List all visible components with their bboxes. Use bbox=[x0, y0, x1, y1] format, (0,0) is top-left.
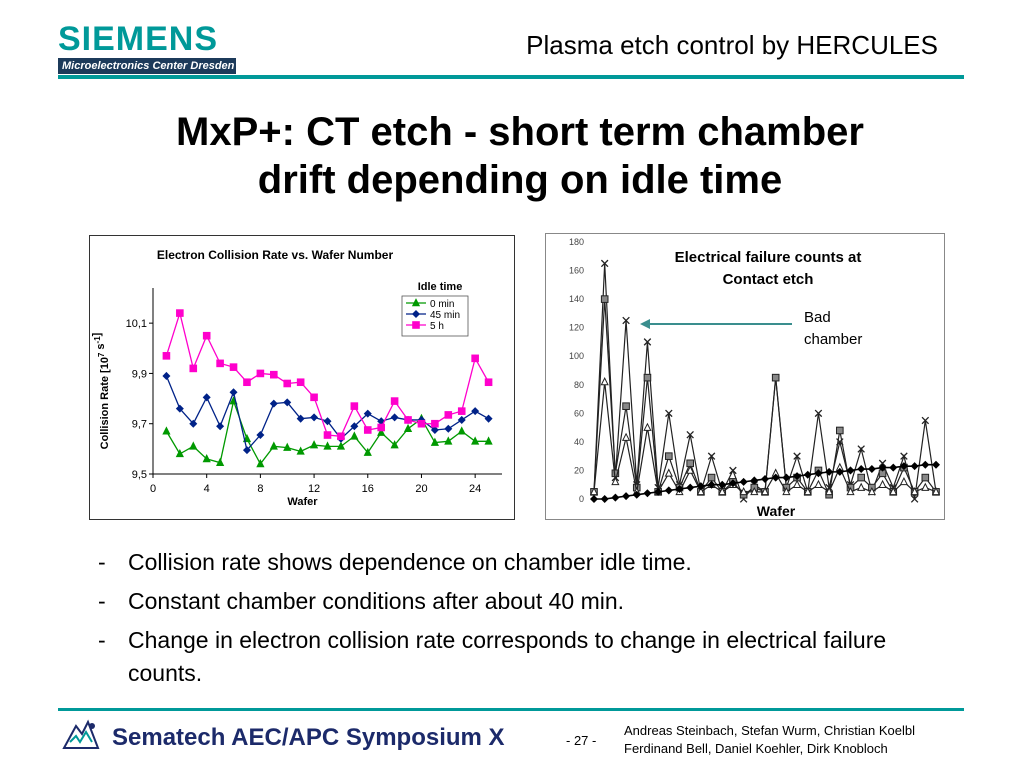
data-point bbox=[217, 423, 224, 430]
y-tick-label: 60 bbox=[573, 408, 584, 419]
bullet-text: Change in electron collision rate corresponds to change in electrical failure counts. bbox=[128, 627, 887, 686]
mountain-logo-icon bbox=[62, 718, 100, 752]
failure-point bbox=[762, 476, 769, 483]
data-point bbox=[445, 412, 452, 419]
failure-point bbox=[922, 474, 929, 481]
x-tick-label: 0 bbox=[149, 483, 157, 495]
legend-title: Idle time bbox=[417, 281, 463, 293]
data-point bbox=[458, 417, 465, 424]
legend-label: 45 min bbox=[430, 310, 461, 321]
data-point bbox=[378, 424, 385, 431]
y-tick-label: 120 bbox=[568, 322, 584, 333]
data-point bbox=[297, 379, 304, 386]
data-point bbox=[338, 433, 345, 440]
chart2-title-line2: Contact etch bbox=[722, 271, 814, 288]
failure-point bbox=[644, 424, 651, 431]
failure-count-svg bbox=[546, 234, 944, 519]
y-axis-label bbox=[91, 332, 111, 449]
legend-marker bbox=[413, 322, 420, 329]
data-point bbox=[203, 332, 210, 339]
chart2-title-line1: Electrical failure counts at bbox=[674, 249, 862, 266]
y-tick-label: 9,7 bbox=[131, 418, 147, 431]
failure-point bbox=[772, 374, 779, 381]
siemens-logo bbox=[58, 22, 238, 74]
failure-point bbox=[601, 296, 608, 303]
slide-title-line2: drift depending on idle time bbox=[257, 158, 783, 202]
data-point bbox=[351, 403, 358, 410]
failure-point bbox=[601, 378, 608, 385]
annotation-line2: chamber bbox=[804, 331, 863, 348]
failure-point bbox=[644, 490, 651, 497]
failure-point bbox=[911, 463, 918, 470]
failure-point bbox=[708, 453, 715, 460]
failure-point bbox=[666, 453, 673, 460]
y-tick-label: 9,5 bbox=[131, 469, 147, 481]
y-tick-label: 0 bbox=[578, 494, 584, 504]
x-axis-label: Wafer bbox=[756, 503, 796, 519]
data-point bbox=[271, 371, 278, 378]
footer-authors bbox=[624, 722, 915, 758]
data-point bbox=[190, 443, 197, 450]
failure-point bbox=[869, 466, 876, 473]
bullet-dash: - bbox=[98, 549, 106, 575]
authors-line1: Andreas Steinbach, Stefan Wurm, Christian Koelbl bbox=[624, 723, 915, 738]
y-tick-label: 100 bbox=[568, 351, 584, 362]
bullet-text: Collision rate shows dependence on chamber idle time. bbox=[128, 549, 692, 575]
data-point bbox=[217, 360, 224, 367]
failure-point bbox=[922, 484, 929, 491]
failure-series-x bbox=[591, 260, 940, 502]
collision-rate-svg bbox=[90, 236, 514, 519]
x-axis-label: Wafer bbox=[287, 496, 318, 508]
failure-point bbox=[612, 494, 619, 501]
failure-point bbox=[740, 479, 747, 486]
failure-point bbox=[901, 478, 908, 485]
footer-divider bbox=[58, 708, 964, 711]
data-point bbox=[230, 389, 237, 396]
data-point bbox=[472, 408, 479, 415]
y-label-superscript: -1 bbox=[93, 336, 102, 344]
failure-point bbox=[858, 484, 865, 491]
data-point bbox=[391, 398, 398, 405]
bullet-item bbox=[96, 585, 896, 618]
data-point bbox=[163, 427, 170, 434]
x-tick-label: 24 bbox=[469, 483, 482, 495]
x-tick-label: 4 bbox=[203, 483, 210, 495]
failure-point bbox=[794, 481, 801, 488]
bullet-dash: - bbox=[98, 588, 106, 614]
failure-point bbox=[623, 403, 630, 410]
y-tick-label: 160 bbox=[568, 265, 584, 276]
logo-wordmark: SIEMENS bbox=[58, 20, 219, 58]
failure-point bbox=[922, 461, 929, 468]
data-point bbox=[284, 380, 291, 387]
slide-title bbox=[100, 108, 940, 204]
bullet-dash: - bbox=[98, 627, 106, 653]
data-point bbox=[230, 364, 237, 371]
footer-title: Sematech AEC/APC Symposium X bbox=[112, 724, 505, 751]
failure-point bbox=[858, 474, 865, 481]
data-point bbox=[485, 415, 492, 422]
bullet-list bbox=[96, 546, 896, 696]
data-point bbox=[271, 400, 278, 407]
data-point bbox=[311, 414, 318, 421]
failure-point bbox=[687, 484, 694, 491]
data-point bbox=[364, 427, 371, 434]
data-point bbox=[311, 394, 318, 401]
failure-point bbox=[890, 464, 897, 471]
data-point bbox=[405, 417, 412, 424]
data-point bbox=[445, 438, 452, 445]
data-point bbox=[485, 379, 492, 386]
failure-point bbox=[666, 470, 673, 477]
failure-point bbox=[623, 493, 630, 500]
failure-point bbox=[794, 453, 801, 460]
legend-label: 0 min bbox=[430, 299, 455, 310]
failure-point bbox=[644, 374, 651, 381]
data-point bbox=[351, 432, 358, 439]
failure-point bbox=[591, 496, 598, 503]
bullet-item bbox=[96, 624, 896, 690]
header-divider bbox=[58, 75, 964, 79]
page-number: - 27 - bbox=[566, 733, 597, 748]
data-point bbox=[324, 432, 331, 439]
y-tick-label: 10,1 bbox=[125, 318, 147, 331]
y-tick-label: 40 bbox=[573, 436, 584, 447]
data-point bbox=[163, 353, 170, 360]
legend-label: 5 h bbox=[430, 321, 444, 332]
data-point bbox=[311, 441, 318, 448]
y-tick-label: 20 bbox=[573, 465, 584, 476]
data-point bbox=[177, 310, 184, 317]
failure-point bbox=[623, 434, 630, 441]
y-label-part: Collision Rate [10 bbox=[99, 357, 111, 450]
x-tick-label: 20 bbox=[415, 483, 428, 495]
failure-count-chart bbox=[545, 233, 945, 520]
data-point bbox=[244, 379, 251, 386]
failure-point bbox=[730, 467, 737, 474]
failure-point bbox=[666, 487, 673, 494]
data-point bbox=[257, 370, 264, 377]
y-label-part: s bbox=[95, 343, 107, 353]
failure-point bbox=[933, 461, 940, 468]
data-point bbox=[472, 355, 479, 362]
annotation-arrow-head bbox=[640, 319, 650, 329]
data-point bbox=[271, 443, 278, 450]
data-point bbox=[418, 420, 425, 427]
y-tick-label: 180 bbox=[568, 237, 584, 247]
data-point bbox=[405, 425, 412, 432]
y-tick-label: 9,9 bbox=[131, 368, 147, 381]
annotation-line1: Bad bbox=[804, 309, 831, 326]
failure-point bbox=[815, 481, 822, 488]
header-title: Plasma etch control by HERCULES bbox=[526, 30, 938, 60]
data-point bbox=[190, 365, 197, 372]
failure-point bbox=[601, 496, 608, 503]
data-point bbox=[391, 414, 398, 421]
data-point bbox=[445, 425, 452, 432]
series-line bbox=[166, 376, 488, 450]
collision-rate-chart bbox=[89, 235, 515, 520]
data-point bbox=[458, 408, 465, 415]
data-point bbox=[163, 373, 170, 380]
failure-point bbox=[879, 481, 886, 488]
data-point bbox=[432, 420, 439, 427]
x-tick-label: 8 bbox=[257, 483, 264, 495]
authors-line2: Ferdinand Bell, Daniel Koehler, Dirk Knobloch bbox=[624, 741, 888, 756]
logo-subtitle: Microelectronics Center Dresden bbox=[58, 58, 236, 74]
x-tick-label: 16 bbox=[361, 483, 374, 495]
chart-title: Electron Collision Rate vs. Wafer Number bbox=[156, 248, 394, 262]
y-label-part: ] bbox=[91, 332, 103, 337]
slide-title-line1: MxP+: CT etch - short term chamber bbox=[176, 110, 864, 154]
bullet-item bbox=[96, 546, 896, 579]
data-point bbox=[458, 427, 465, 434]
failure-point bbox=[858, 466, 865, 473]
data-point bbox=[203, 394, 210, 401]
y-tick-label: 140 bbox=[568, 294, 584, 305]
failure-point bbox=[837, 427, 844, 434]
y-tick-label: 80 bbox=[573, 379, 584, 390]
y-label-superscript: 7 bbox=[97, 352, 106, 358]
x-tick-label: 12 bbox=[307, 483, 321, 495]
bullet-text: Constant chamber conditions after about 40 min. bbox=[128, 588, 625, 614]
